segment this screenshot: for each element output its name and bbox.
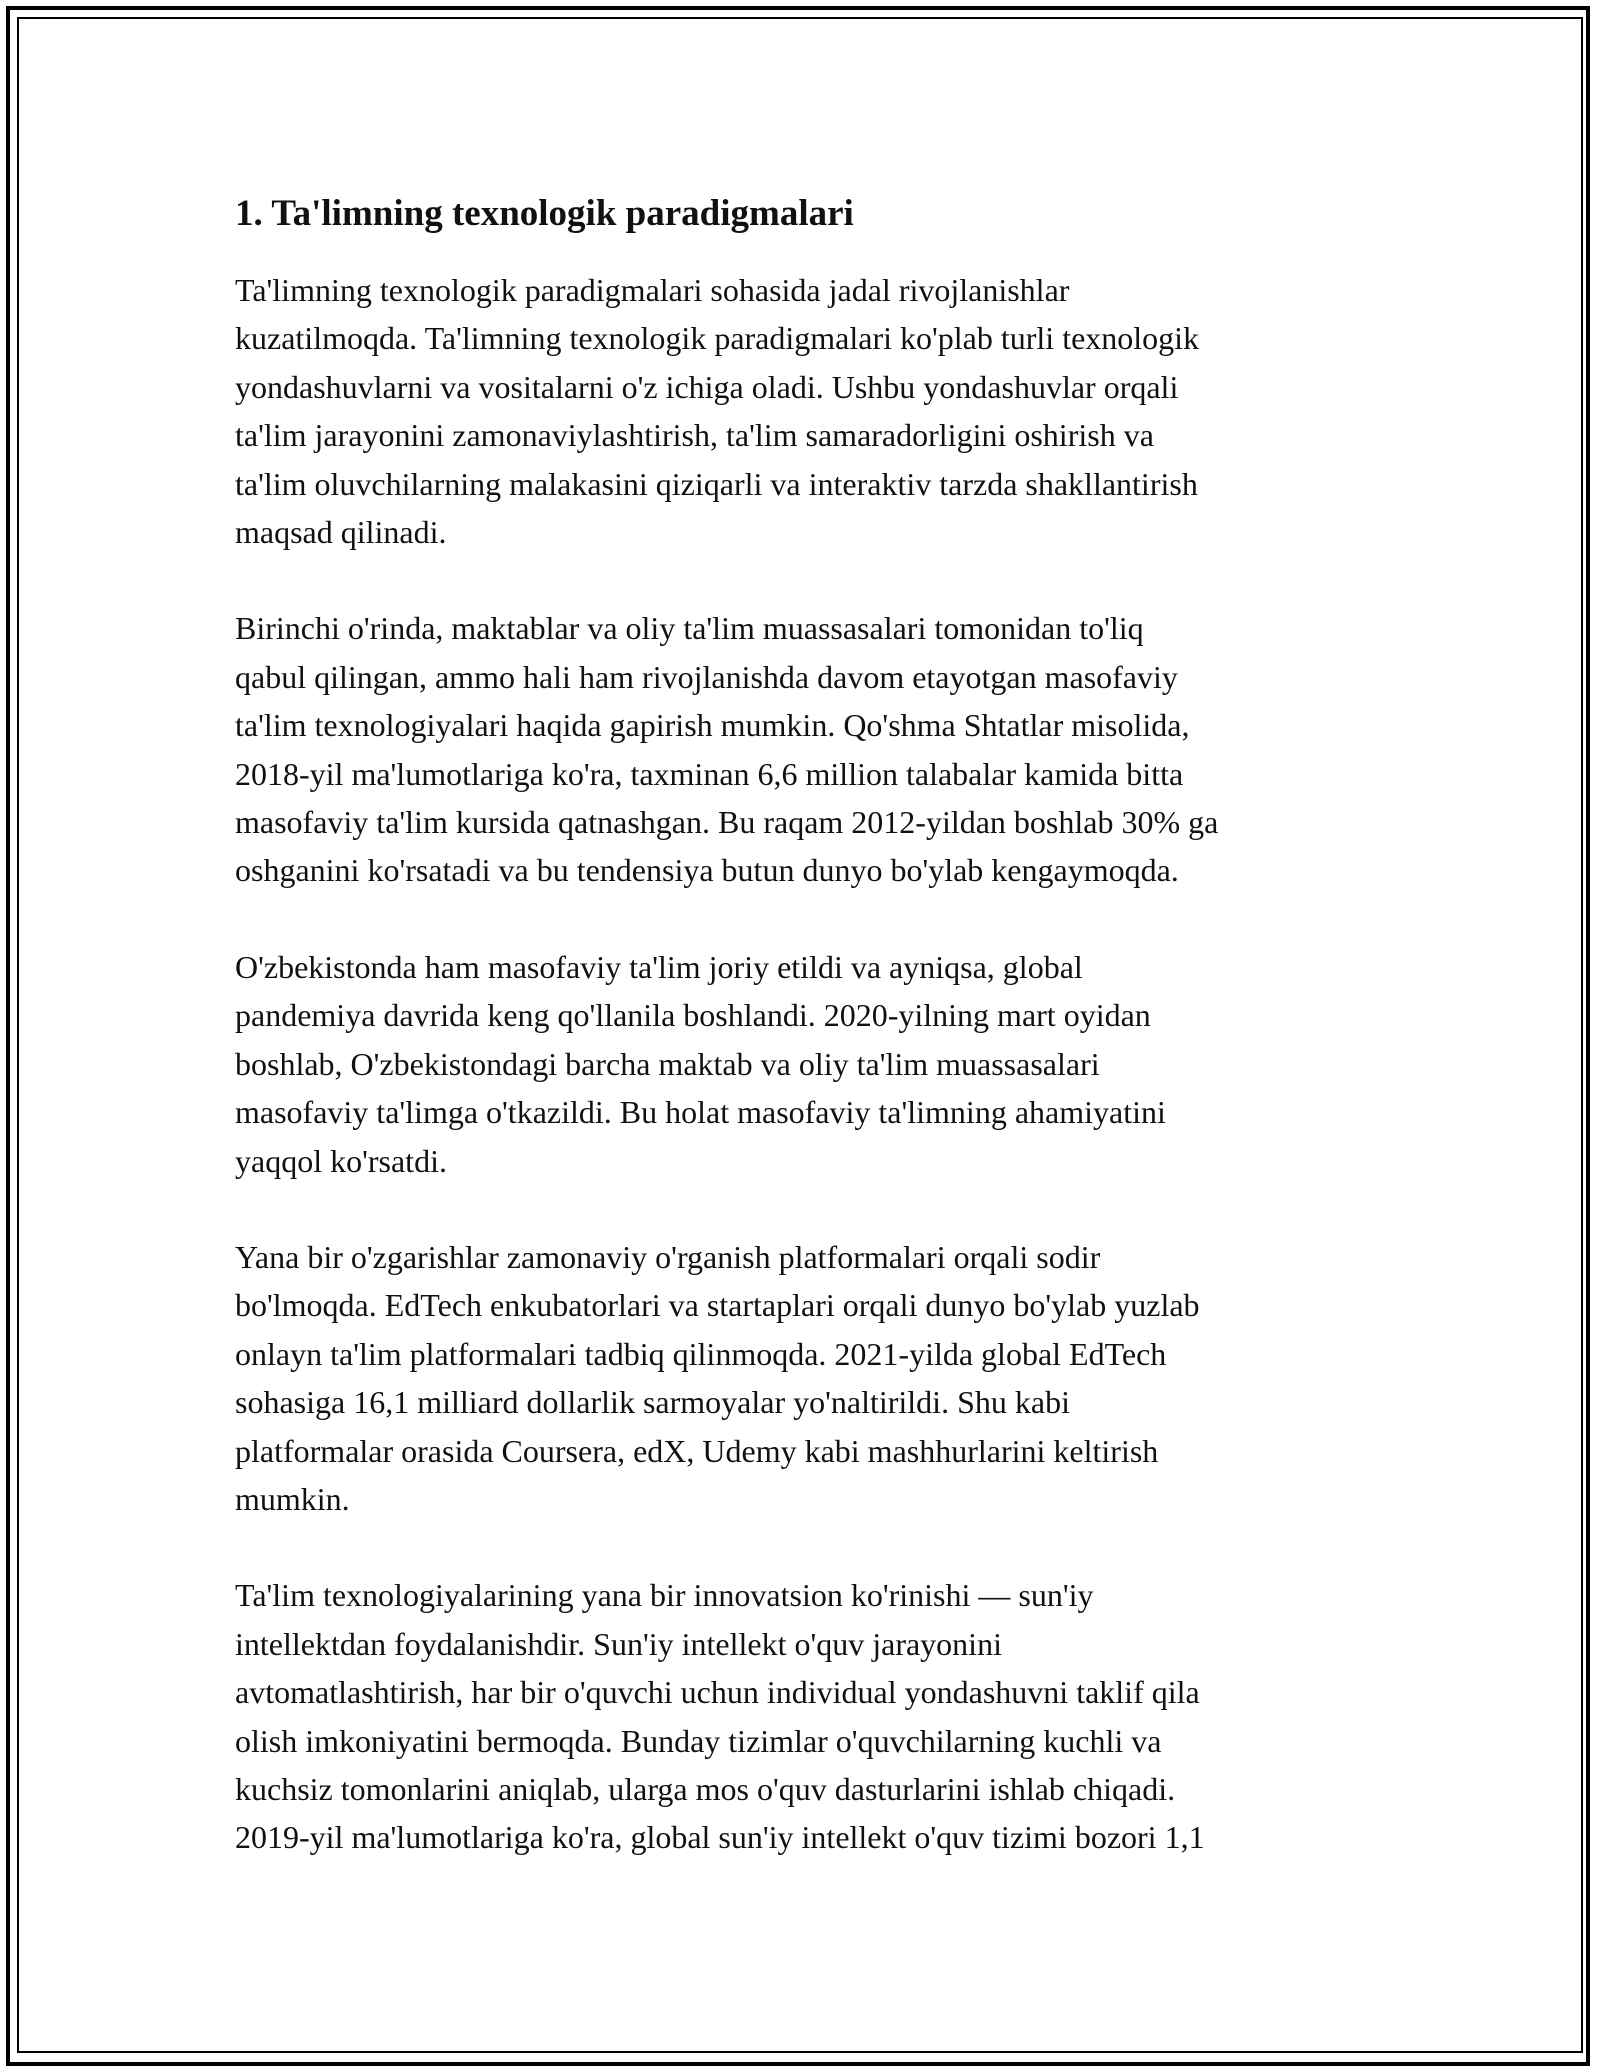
text-line: ta'lim oluvchilarning malakasini qiziqarli va interaktiv tarzda shakllantirish (235, 465, 1198, 502)
text-line: mumkin. (235, 1480, 350, 1517)
paragraph-ai (235, 1571, 1365, 1861)
text-line: ta'lim texnologiyalari haqida gapirish mumkin. Qo'shma Shtatlar misolida, (235, 707, 1190, 744)
text-line: bo'lmoqda. EdTech enkubatorlari va startaplari orqali dunyo bo'ylab yuzlab (235, 1287, 1200, 1324)
text-line: intellektdan foydalanishdir. Sun'iy intellekt o'quv jarayonini (235, 1625, 1002, 1662)
text-line: boshlab, O'zbekistondagi barcha maktab va oliy ta'lim muassasalari (235, 1045, 1100, 1082)
text-line: olish imkoniyatini bermoqda. Bunday tizimlar o'quvchilarning kuchli va (235, 1722, 1162, 1759)
text-line: avtomatlashtirish, har bir o'quvchi uchun individual yondashuvni taklif qila (235, 1674, 1200, 1711)
text-line: Yana bir o'zgarishlar zamonaviy o'rganish platformalari orqali sodir (235, 1238, 1101, 1275)
section-heading: 1. Ta'limning texnologik paradigmalari (235, 193, 854, 234)
text-line: masofaviy ta'limga o'tkazildi. Bu holat masofaviy ta'limning ahamiyatini (235, 1094, 1166, 1131)
text-line: kuchsiz tomonlarini aniqlab, ularga mos o'quv dasturlarini ishlab chiqadi. (235, 1770, 1176, 1807)
text-line: yaqqol ko'rsatdi. (235, 1142, 447, 1179)
text-line: pandemiya davrida keng qo'llanila boshlandi. 2020-yilning mart oyidan (235, 997, 1151, 1034)
text-line: kuzatilmoqda. Ta'limning texnologik paradigmalari ko'plab turli texnologik (235, 320, 1200, 357)
paragraph-distance-learning (235, 604, 1365, 894)
paragraph-edtech (235, 1233, 1365, 1523)
text-line: qabul qilingan, ammo hali ham rivojlanishda davom etayotgan masofaviy (235, 658, 1178, 695)
text-line: platformalar orasida Coursera, edX, Udemy kabi mashhurlarini keltirish (235, 1432, 1159, 1469)
text-line: onlayn ta'lim platformalari tadbiq qilinmoqda. 2021-yilda global EdTech (235, 1335, 1167, 1372)
text-line: ta'lim jarayonini zamonaviylashtirish, ta'lim samaradorligini oshirish va (235, 417, 1154, 454)
text-line: yondashuvlarni va vositalarni o'z ichiga oladi. Ushbu yondashuvlar orqali (235, 368, 1179, 405)
text-line: maqsad qilinadi. (235, 514, 447, 551)
text-line: Ta'lim texnologiyalarining yana bir innovatsion ko'rinishi — sun'iy (235, 1577, 1094, 1614)
text-line: O'zbekistonda ham masofaviy ta'lim joriy etildi va ayniqsa, global (235, 948, 1083, 985)
paragraph-uzbekistan (235, 943, 1365, 1185)
text-line: Ta'limning texnologik paradigmalari sohasida jadal rivojlanishlar (235, 272, 1070, 308)
text-line: Birinchi o'rinda, maktablar va oliy ta'lim muassasalari tomonidan to'liq (235, 610, 1144, 647)
text-line: sohasiga 16,1 milliard dollarlik sarmoyalar yo'naltirildi. Shu kabi (235, 1384, 1070, 1421)
text-line: 2019-yil ma'lumotlariga ko'ra, global sun'iy intellekt o'quv tizimi bozori 1,1 (235, 1819, 1205, 1856)
document-body (235, 182, 1365, 1862)
paragraph-intro (235, 266, 1365, 556)
text-line: oshganini ko'rsatadi va bu tendensiya butun dunyo bo'ylab kengaymoqda. (235, 852, 1179, 889)
text-line: masofaviy ta'lim kursida qatnashgan. Bu raqam 2012-yildan boshlab 30% ga (235, 804, 1219, 841)
text-line: 2018-yil ma'lumotlariga ko'ra, taxminan 6,6 million talabalar kamida bitta (235, 755, 1184, 792)
